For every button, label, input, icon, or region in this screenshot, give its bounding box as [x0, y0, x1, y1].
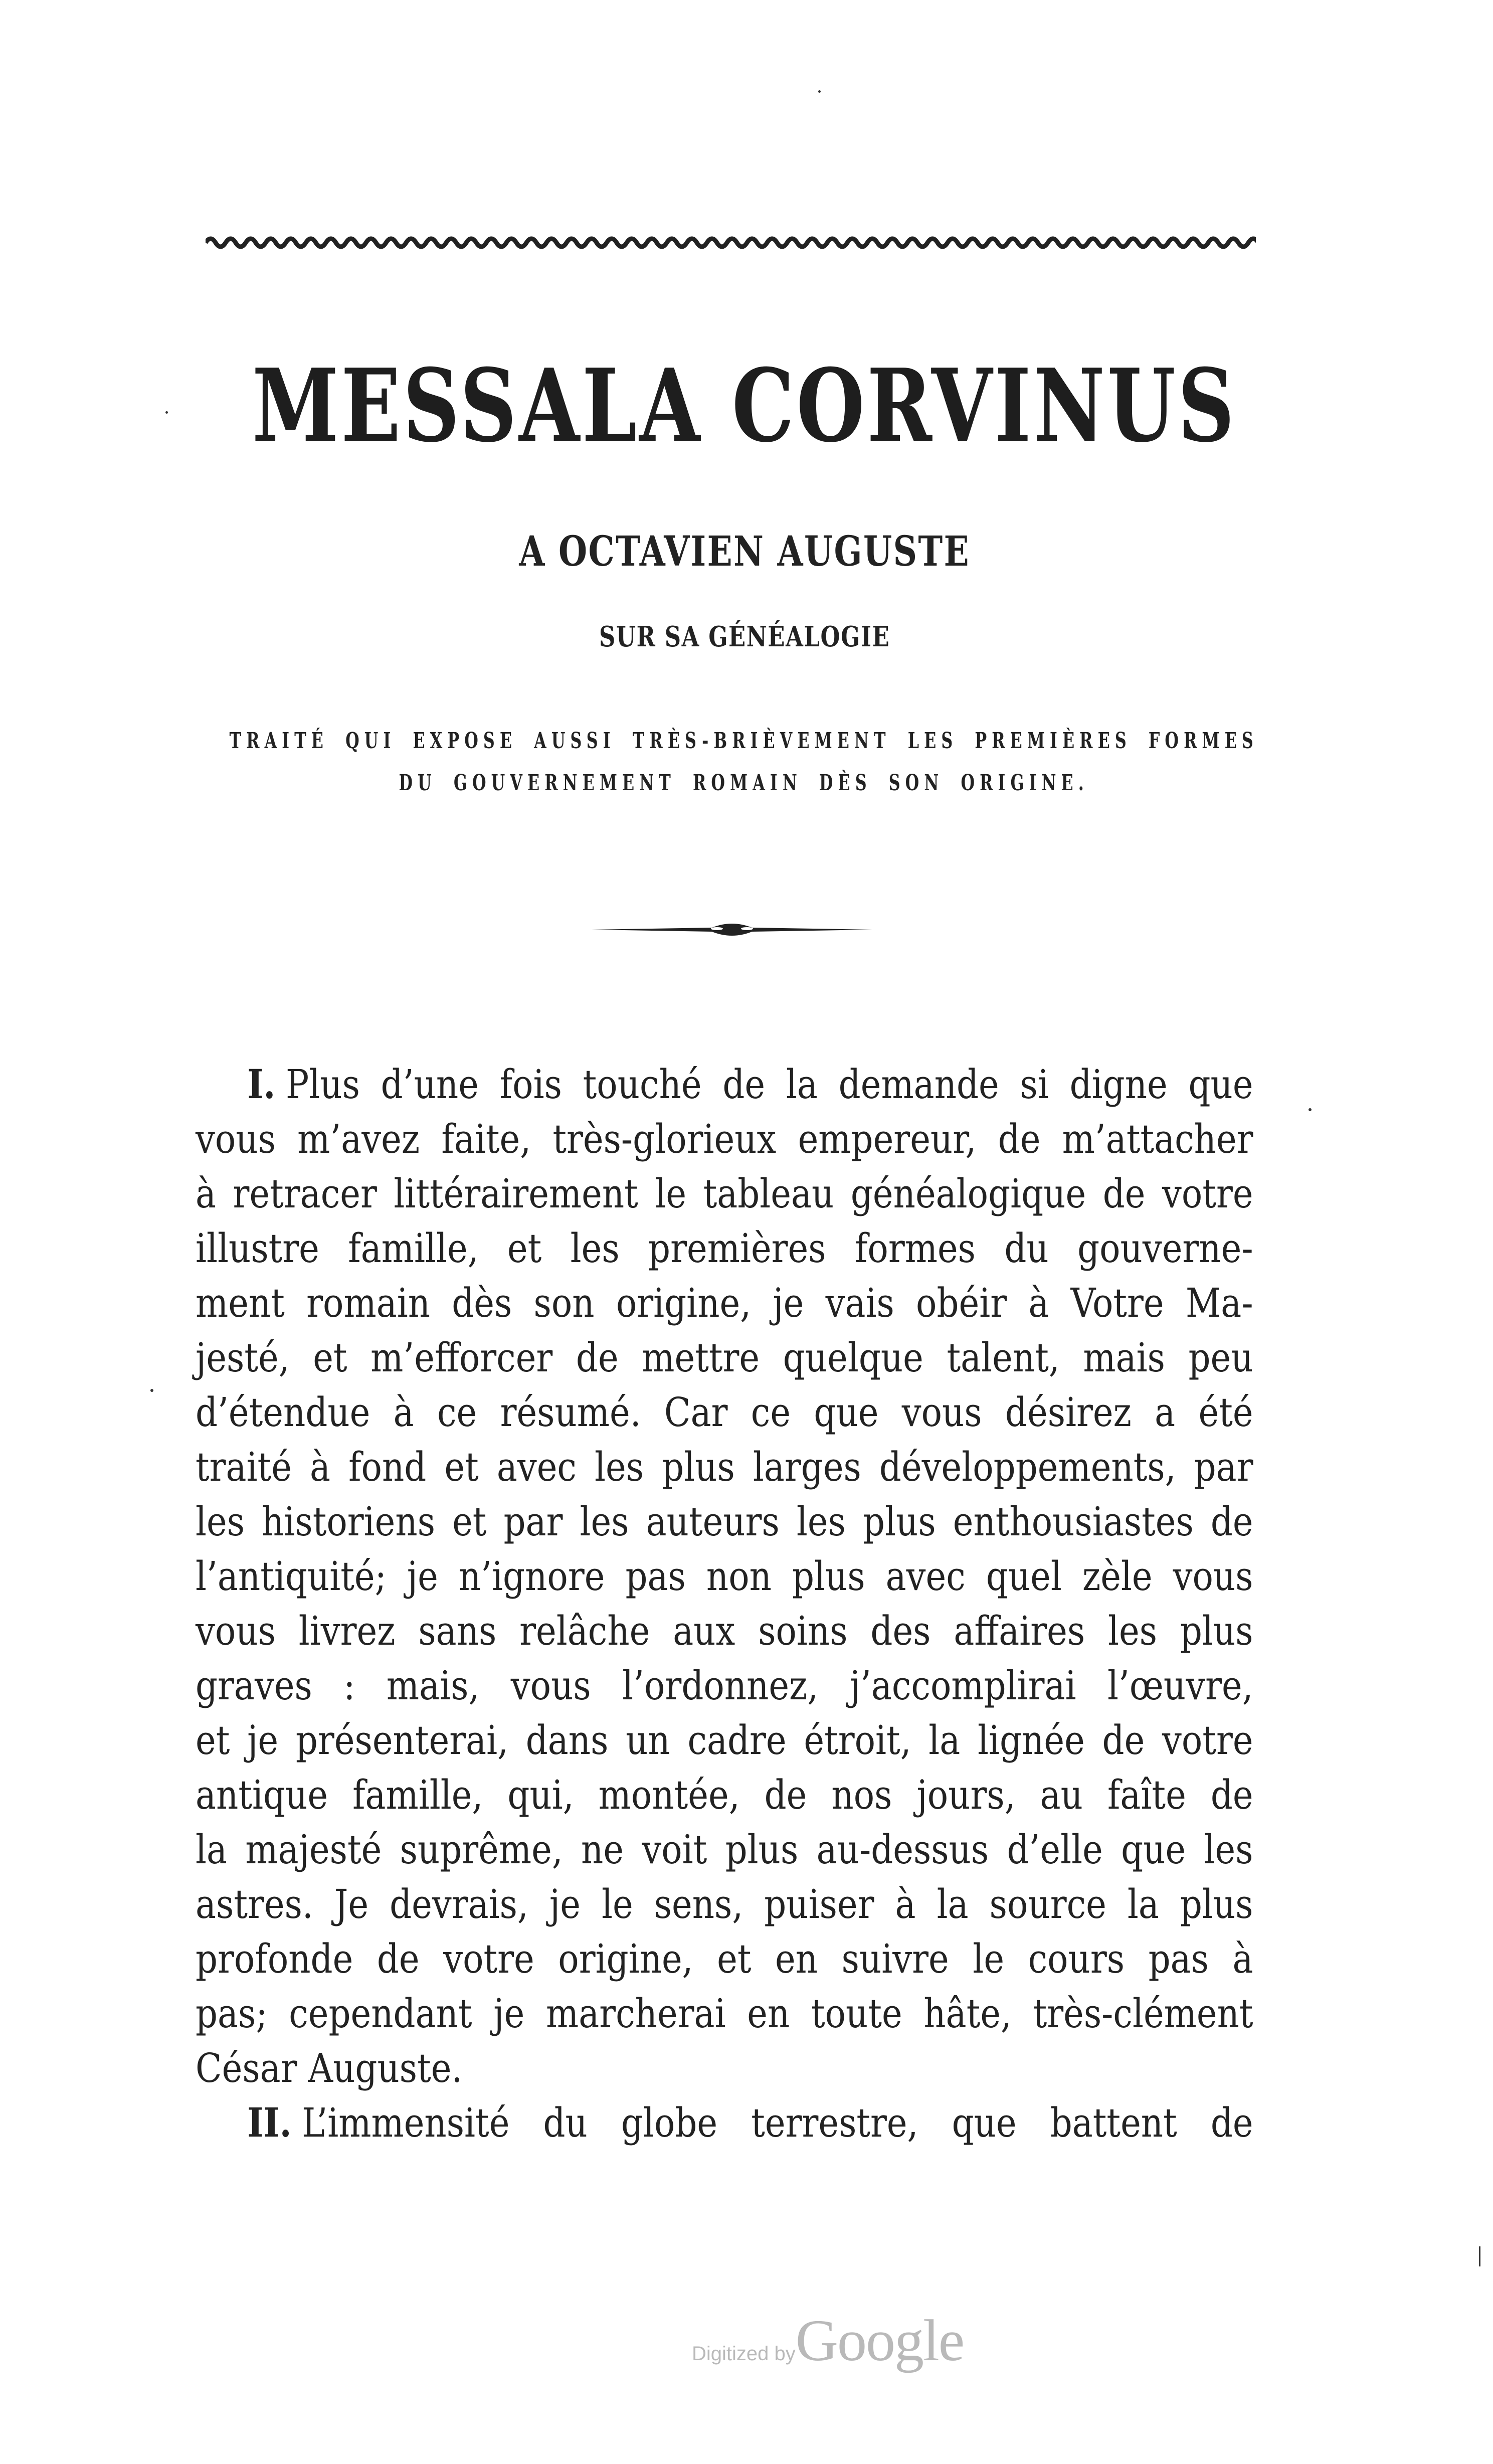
paragraph-line: astres. Je devrais, je le sens, puiser à la source la plus [196, 1881, 1253, 1927]
paragraph-line: traité à fond et avec les plus larges développements, par [196, 1444, 1253, 1490]
paragraph-line: à retracer littérairement le tableau généalogique de votre [196, 1170, 1253, 1217]
paragraph-line: illustre famille, et les premières formes du gouverne- [196, 1225, 1253, 1272]
digitized-by-google-watermark [692, 2307, 964, 2373]
paragraph-line: César Auguste. [196, 2045, 463, 2091]
paragraph-line: la majesté suprême, ne voit plus au-dessus d’elle que les [196, 1826, 1253, 1873]
line-text: L’immensité du globe terrestre, que battent de [302, 2099, 1253, 2146]
paragraph-line: vous m’avez faite, très-glorieux empereur, de m’attacher [196, 1116, 1253, 1162]
paragraph-line: ment romain dès son origine, je vais obéir à Votre Ma- [196, 1280, 1253, 1326]
paragraph-line: les historiens et par les auteurs les plus enthousiastes de [196, 1498, 1253, 1545]
paragraph-line: profonde de votre origine, et en suivre le cours pas à [196, 1935, 1253, 1982]
paragraph-line: jesté, et m’efforcer de mettre quelque talent, mais peu [196, 1334, 1253, 1381]
wavy-rule-decoration [206, 232, 1256, 252]
line-text: Plus d’une fois touché de la demande si digne que [285, 1061, 1253, 1108]
section-numeral: I. [247, 1061, 276, 1108]
paragraph-line: vous livrez sans relâche aux soins des affaires les plus [196, 1608, 1253, 1654]
paragraph-line: l’antiquité; je n’ignore pas non plus avec quel zèle vous [196, 1553, 1253, 1600]
google-logo: Google [795, 2308, 964, 2373]
paragraph-line [196, 2095, 1253, 2150]
paragraph-line [196, 1057, 1253, 1112]
paragraph-line: d’étendue à ce résumé. Car ce que vous désirez a été [196, 1389, 1253, 1436]
scan-speck [818, 90, 821, 93]
ornamental-divider-icon [582, 917, 882, 942]
paragraph-line: graves : mais, vous l’ordonnez, j’accomplirai l’œuvre, [196, 1662, 1253, 1709]
scan-speck [165, 411, 168, 414]
paragraph-line: et je présenterai, dans un cadre étroit, la lignée de votre [196, 1717, 1253, 1764]
paragraph-line: pas; cependant je marcherai en toute hâte, très-clément [196, 1990, 1253, 2037]
scan-speck [150, 1389, 153, 1392]
body-text [196, 1057, 1253, 2150]
page-title: MESSALA CORVINUS [252, 347, 1237, 465]
scan-speck [1309, 1108, 1312, 1111]
page-subtitle: A OCTAVIEN AUGUSTE [519, 527, 970, 576]
watermark-prefix: Digitized by [692, 2343, 796, 2365]
description-line-2: DU GOUVERNEMENT ROMAIN DÈS SON ORIGINE. [399, 770, 1089, 796]
description-line-1: TRAITÉ QUI EXPOSE AUSSI TRÈS-BRIÈVEMENT LES PREMIÈRES FORMES [229, 728, 1258, 754]
section-numeral: II. [247, 2099, 292, 2146]
page-subsubtitle: SUR SA GÉNÉALOGIE [599, 620, 890, 653]
paragraph-line: antique famille, qui, montée, de nos jours, au faîte de [196, 1772, 1253, 1818]
scan-speck [1479, 2246, 1480, 2266]
